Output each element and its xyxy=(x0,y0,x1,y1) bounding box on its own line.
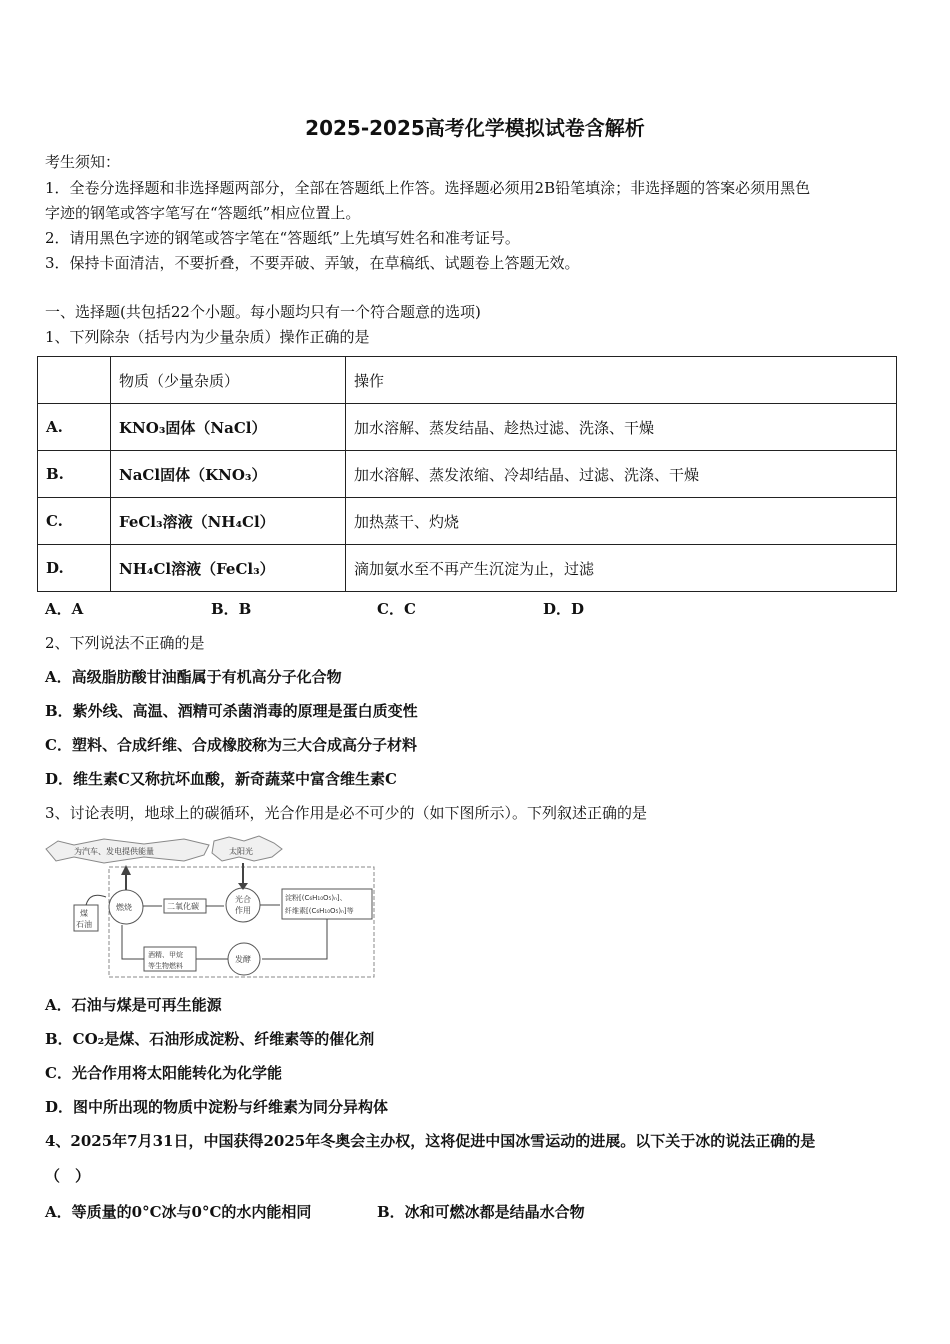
co2-label: 二氧化碳 xyxy=(167,902,199,911)
starch-label-2: 纤维素[(C₆H₁₀O₅)ₙ]等 xyxy=(285,907,354,915)
q1-stem: 1、下列除杂（括号内为少量杂质）操作正确的是 xyxy=(45,328,370,346)
notice-line-1b: 字迹的钢笔或答字笔写在“答题纸”相应位置上。 xyxy=(45,204,361,222)
coal-to-burn-arrow xyxy=(86,895,106,905)
starch-to-ferment-arrow xyxy=(262,919,327,959)
row-operation: 加热蒸干、灼烧 xyxy=(346,498,897,545)
q2-option-b[interactable]: B．紫外线、高温、酒精可杀菌消毒的原理是蛋白质变性 xyxy=(45,702,418,720)
table-row xyxy=(38,451,897,498)
table-header-operation: 操作 xyxy=(346,357,897,404)
table-row xyxy=(38,404,897,451)
fuel-to-burn-arrow xyxy=(122,925,144,959)
row-label: D. xyxy=(38,545,111,592)
row-substance: NH₄Cl溶液（FeCl₃） xyxy=(111,545,346,592)
q1-table xyxy=(37,356,897,592)
oil-label: 石油 xyxy=(76,920,92,929)
q3-option-a[interactable]: A．石油与煤是可再生能源 xyxy=(45,996,222,1014)
table-header-row xyxy=(38,357,897,404)
q2-option-a[interactable]: A．高级脂肪酸甘油酯属于有机高分子化合物 xyxy=(45,668,342,686)
q1-choice-c[interactable]: C．C xyxy=(377,600,416,618)
starch-label-1: 淀粉[(C₆H₁₀O₅)ₙ]、 xyxy=(285,894,347,902)
energy-label: 为汽车、发电提供能量 xyxy=(74,847,154,856)
photosynthesis-node xyxy=(226,888,260,922)
q1-choice-d[interactable]: D．D xyxy=(543,600,585,618)
ferment-label: 发酵 xyxy=(235,955,251,964)
coal-label: 煤 xyxy=(80,909,88,918)
fuel-label-2: 等生物燃料 xyxy=(148,962,183,970)
q3-stem: 3、讨论表明，地球上的碳循环，光合作用是必不可少的（如下图所示）。下列叙述正确的是 xyxy=(45,804,648,822)
row-operation: 加水溶解、蒸发结晶、趁热过滤、洗涤、干燥 xyxy=(346,404,897,451)
q2-stem: 2、下列说法不正确的是 xyxy=(45,634,205,652)
page-title: 2025-2025高考化学模拟试卷含解析 xyxy=(305,116,645,140)
notice-line-2: 2．请用黑色字迹的钢笔或答字笔在“答题纸”上先填写姓名和准考证号。 xyxy=(45,229,520,247)
burn-label: 燃烧 xyxy=(116,903,132,912)
row-label: B. xyxy=(38,451,111,498)
q2-option-c[interactable]: C．塑料、合成纤维、合成橡胶称为三大合成高分子材料 xyxy=(45,736,417,754)
q4-stem: 4、2025年7月31日，中国获得2025年冬奥会主办权，这将促进中国冰雪运动的进展。以下关于冰的说法正确的是 xyxy=(45,1132,816,1150)
photo-label-2: 作用 xyxy=(235,906,251,915)
photo-label-1: 光合 xyxy=(235,895,251,904)
notice-heading: 考生须知： xyxy=(45,153,121,171)
table-header-cell xyxy=(38,357,111,404)
row-label: C. xyxy=(38,498,111,545)
row-substance: NaCl固体（KNO₃） xyxy=(111,451,346,498)
q4-option-a[interactable]: A．等质量的0°C冰与0°C的水内能相同 xyxy=(45,1203,312,1221)
row-operation: 加水溶解、蒸发浓缩、冷却结晶、过滤、洗涤、干燥 xyxy=(346,451,897,498)
fuel-label-1: 酒精、甲烷 xyxy=(148,951,183,959)
q4-option-b[interactable]: B．冰和可燃冰都是结晶水合物 xyxy=(377,1203,585,1221)
table-row xyxy=(38,498,897,545)
q3-option-c[interactable]: C．光合作用将太阳能转化为化学能 xyxy=(45,1064,282,1082)
q2-option-d[interactable]: D．维生素C又称抗坏血酸，新奇蔬菜中富含维生素C xyxy=(45,770,397,788)
carbon-cycle-diagram xyxy=(44,835,379,981)
q3-option-d[interactable]: D．图中所出现的物质中淀粉与纤维素为同分异构体 xyxy=(45,1098,389,1116)
notice-line-3: 3．保持卡面清洁，不要折叠，不要弄破、弄皱，在草稿纸、试题卷上答题无效。 xyxy=(45,254,580,272)
sun-label: 太阳光 xyxy=(229,847,253,856)
q1-choice-a[interactable]: A．A xyxy=(45,600,84,618)
row-label: A. xyxy=(38,404,111,451)
q1-choice-b[interactable]: B．B xyxy=(211,600,252,618)
table-header-substance: 物质（少量杂质） xyxy=(111,357,346,404)
row-operation: 滴加氨水至不再产生沉淀为止，过滤 xyxy=(346,545,897,592)
table-row xyxy=(38,545,897,592)
q4-answer-paren: （ ） xyxy=(45,1167,91,1185)
section-heading: 一、选择题(共包括22个小题。每小题均只有一个符合题意的选项) xyxy=(45,303,481,321)
q3-option-b[interactable]: B．CO₂是煤、石油形成淀粉、纤维素等的催化剂 xyxy=(45,1030,375,1048)
row-substance: KNO₃固体（NaCl） xyxy=(111,404,346,451)
notice-line-1a: 1．全卷分选择题和非选择题两部分，全部在答题纸上作答。选择题必须用2B铅笔填涂；非选择题的答案必须用黑色 xyxy=(45,179,811,197)
row-substance: FeCl₃溶液（NH₄Cl） xyxy=(111,498,346,545)
